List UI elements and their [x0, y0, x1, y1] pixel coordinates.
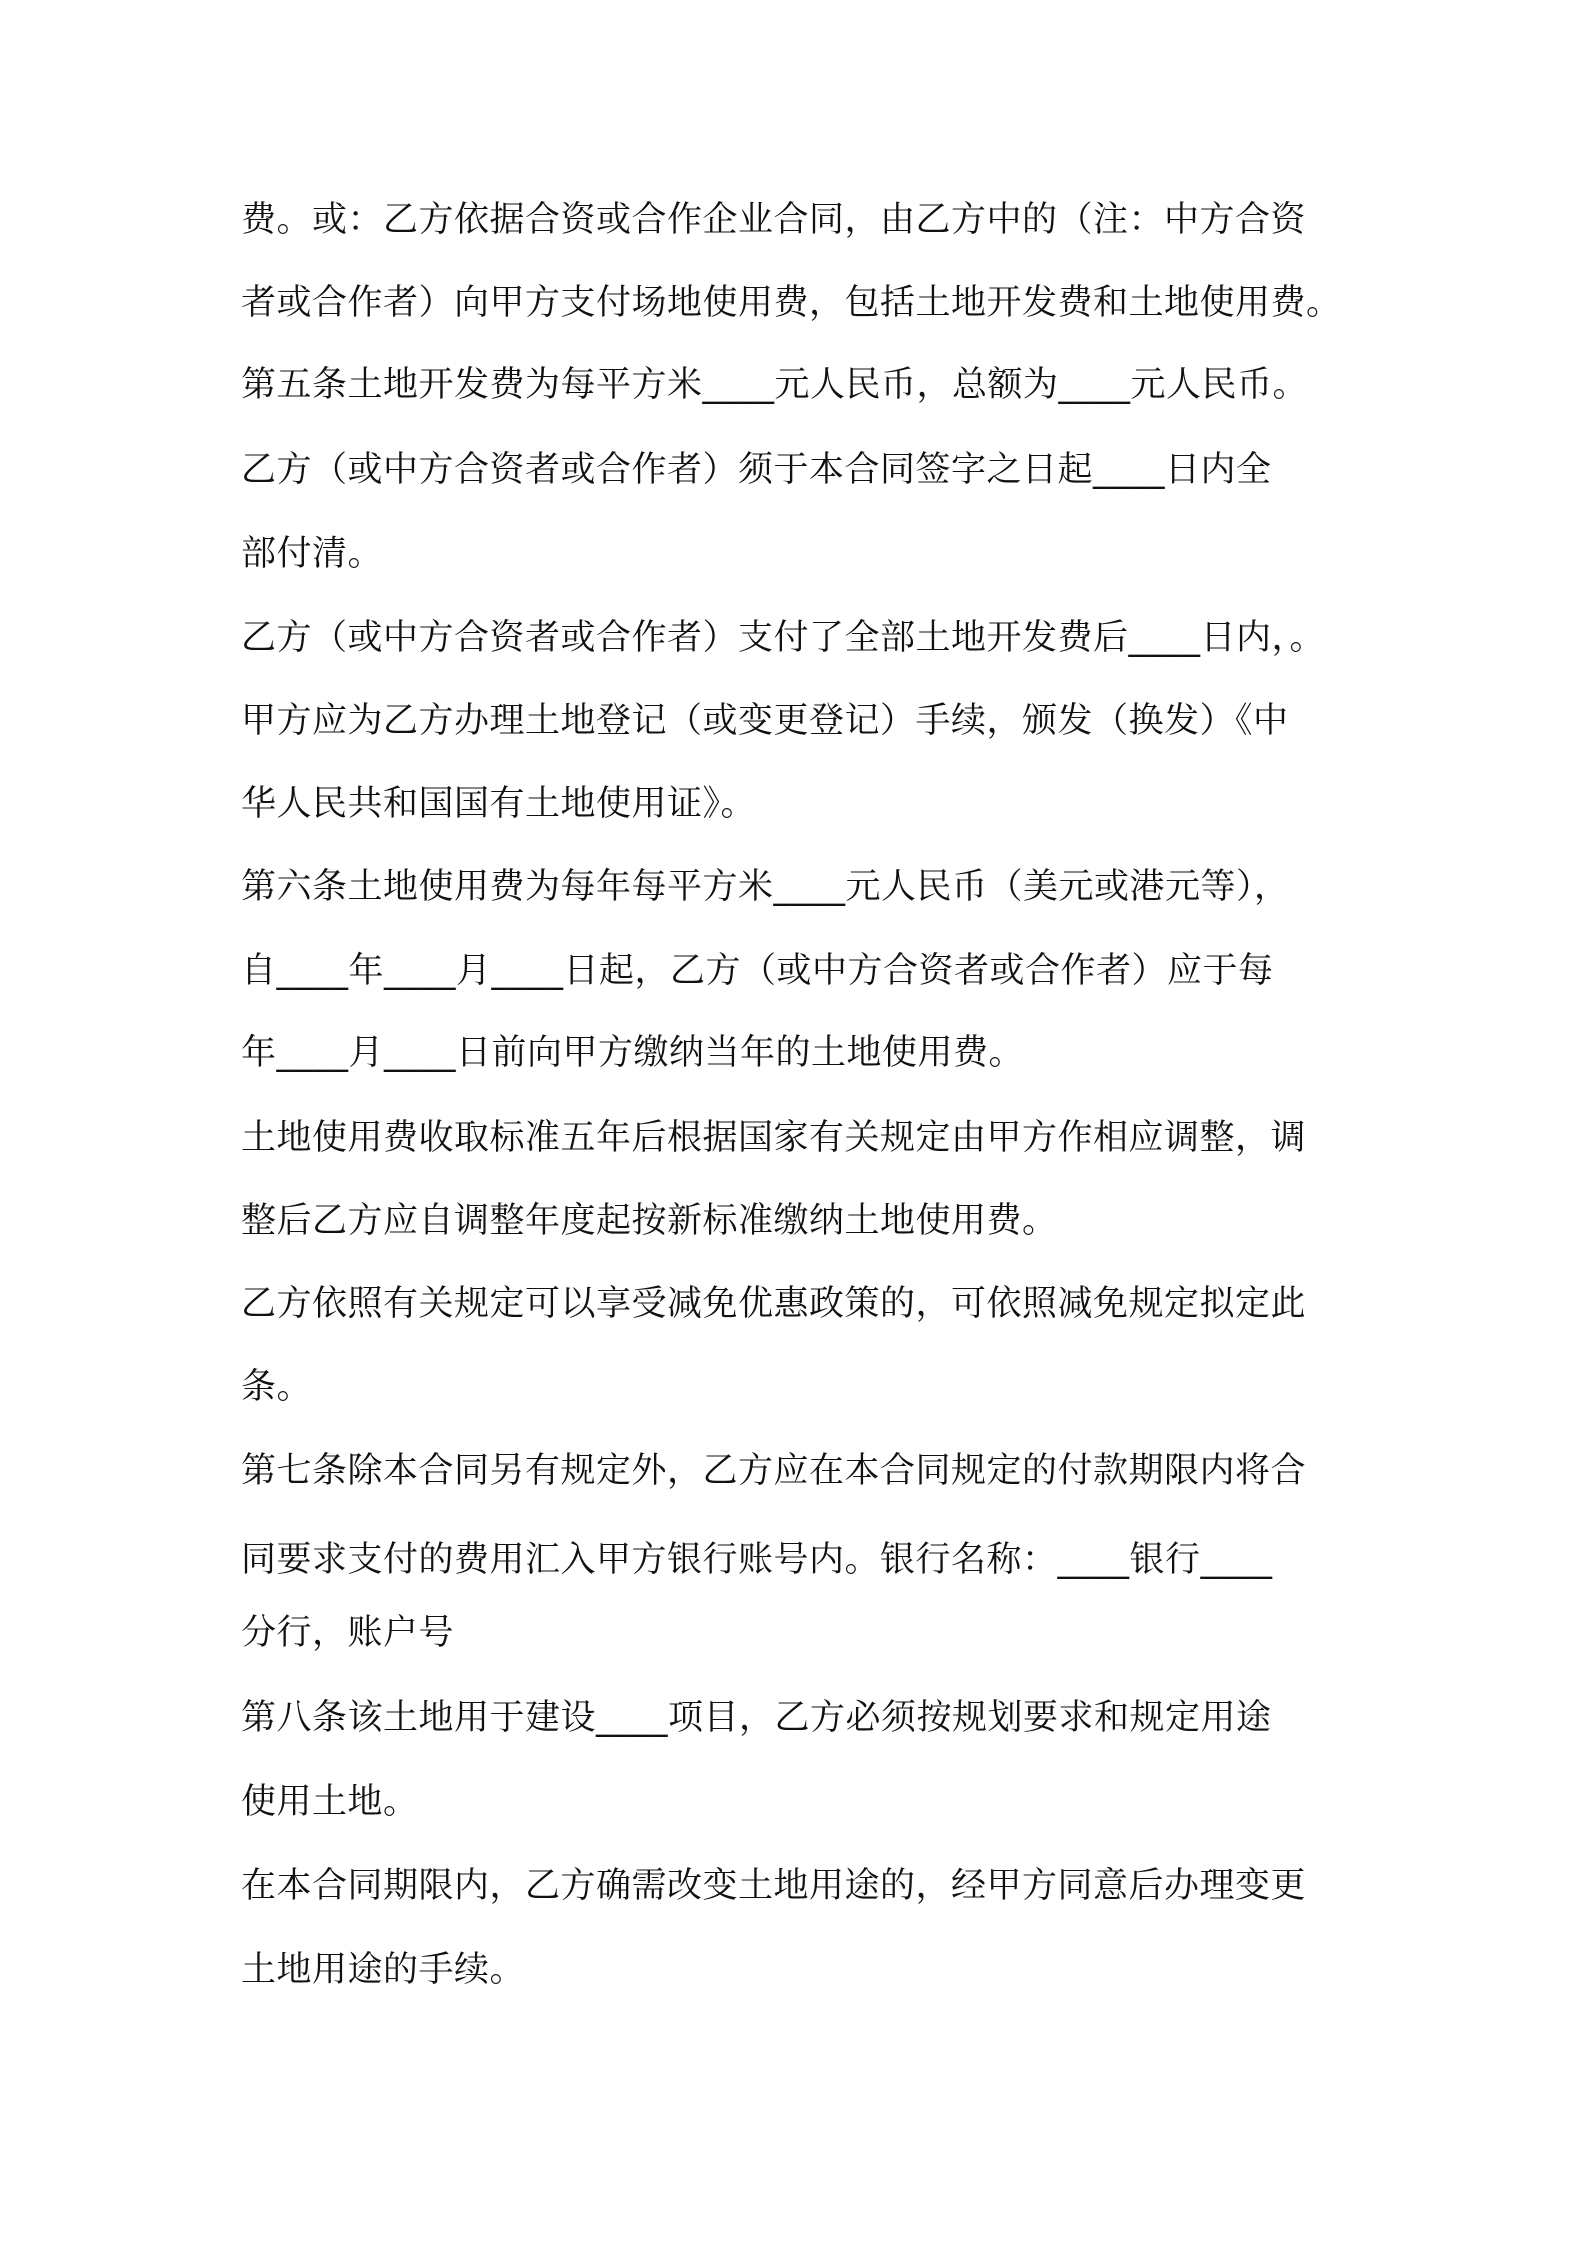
text-line: 年____月____日前向甲方缴纳当年的土地使用费。 [241, 1033, 1025, 1073]
text-line: 自____年____月____日起，乙方（或中方合资者或合作者）应于每 [241, 951, 1274, 991]
text-line: 者或合作者）向甲方支付场地使用费，包括土地开发费和土地使用费。 [241, 283, 1342, 323]
text-line: 费。或：乙方依据合资或合作企业合同，由乙方中的（注：中方合资 [241, 200, 1307, 240]
text-line: 土地用途的手续。 [241, 1950, 526, 1990]
text-line: 在本合同期限内，乙方确需改变土地用途的，经甲方同意后办理变更 [241, 1866, 1307, 1906]
text-line: 甲方应为乙方办理土地登记（或变更登记）手续，颁发（换发）《中 [241, 701, 1289, 741]
text-line: 使用土地。 [241, 1782, 419, 1822]
text-line: 整后乙方应自调整年度起按新标准缴纳土地使用费。 [241, 1201, 1058, 1241]
text-line: 第八条该土地用于建设____项目，乙方必须按规划要求和规定用途 [241, 1698, 1272, 1738]
text-line: 条。 [241, 1367, 313, 1407]
text-line: 乙方（或中方合资者或合作者）支付了全部土地开发费后____日内，。 [241, 618, 1326, 658]
text-line: 华人民共和国国有土地使用证》。 [241, 784, 757, 824]
text-line: 第五条土地开发费为每平方米____元人民币，总额为____元人民币。 [241, 365, 1309, 405]
text-line: 部付清。 [241, 534, 384, 574]
text-line: 第七条除本合同另有规定外，乙方应在本合同规定的付款期限内将合 [241, 1451, 1307, 1491]
text-line: 土地使用费收取标准五年后根据国家有关规定由甲方作相应调整，调 [241, 1118, 1307, 1158]
text-line: 乙方（或中方合资者或合作者）须于本合同签字之日起____日内全 [241, 450, 1272, 490]
text-line: 分行，账户号 [241, 1613, 455, 1653]
text-line: 同要求支付的费用汇入甲方银行账号内。银行名称：____银行____ [241, 1540, 1273, 1580]
text-line: 乙方依照有关规定可以享受减免优惠政策的，可依照减免规定拟定此 [241, 1284, 1307, 1324]
text-line: 第六条土地使用费为每年每平方米____元人民币（美元或港元等）， [241, 867, 1290, 907]
